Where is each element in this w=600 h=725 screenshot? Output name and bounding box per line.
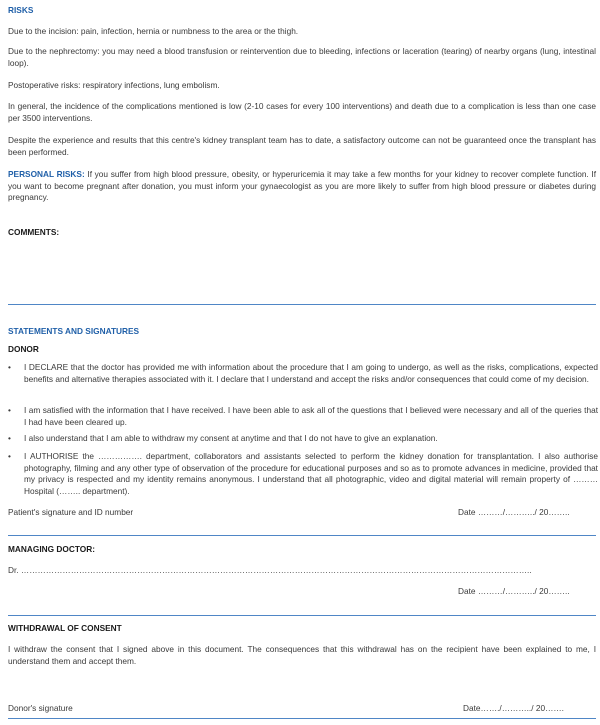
divider-comments xyxy=(8,304,596,305)
risk-incision: Due to the incision: pain, infection, hernia or numbness to the area or the thigh. xyxy=(8,26,299,36)
patient-signature-label: Patient's signature and ID number xyxy=(8,507,134,517)
patient-date-line: Date ………/………../ 20…….. xyxy=(458,507,570,517)
divider-bottom xyxy=(8,718,596,719)
bullet-dot-icon: • xyxy=(8,405,11,415)
personal-risks-text: If you suffer from high blood pressure, obesity, or hyperuricemia it may take a few months for your kidney to recover complete function. If you want to become pregnant after donation, you must inform your gynaecologist as you are more likely to suffer from high blood pressure or diabetes during pregnancy. xyxy=(8,169,597,203)
personal-risks-paragraph xyxy=(8,169,596,204)
risk-incidence: In general, the incidence of the complications mentioned is low (2-10 cases for every 100 interventions) and death due to a complication is less than one case per 3500 interventions. xyxy=(8,101,596,123)
managing-doctor-heading: MANAGING DOCTOR: xyxy=(8,544,95,554)
risk-nephrectomy: Due to the nephrectomy: you may need a blood transfusion or reintervention due to bleeding, infections or laceration (tearing) of nearby organs (lung, intestinal loop). xyxy=(8,46,596,68)
divider-doctor xyxy=(8,615,596,616)
statement-text: I AUTHORISE the ……………. department, collaborators and assistants selected to perform the kidney donation for transplantation. I also authorise photography, filming and any other type of observation of the procedure for educational purposes and so as to promote advances in medicine, provided that my privacy is respected and my identity remains anonymous. I understand that all photographic, video and digital material will remain property of ……… Hospital (…….. department). xyxy=(24,451,598,496)
statements-heading: STATEMENTS AND SIGNATURES xyxy=(8,326,140,336)
doctor-name-line: Dr. ………………………………………………………………………………………………………………………………………………………………….. xyxy=(8,565,532,575)
personal-risks-label: PERSONAL RISKS: xyxy=(8,169,85,179)
bullet-dot-icon: • xyxy=(8,362,11,372)
withdrawal-text: I withdraw the consent that I signed above in this document. The consequences that this withdrawal has on the recipient have been explained to me, I understand them and accept them. xyxy=(8,644,596,666)
divider-donor xyxy=(8,535,596,536)
risk-outcome: Despite the experience and results that this centre's kidney transplant team has to date, a satisfactory outcome can not be guaranteed once the transplant has been performed. xyxy=(8,135,596,157)
risk-postoperative: Postoperative risks: respiratory infections, lung embolism. xyxy=(8,80,220,90)
comments-label: COMMENTS: xyxy=(8,227,60,237)
bullet-dot-icon: • xyxy=(8,451,11,461)
statement-text: I also understand that I am able to withdraw my consent at anytime and that I do not have to give an explanation. xyxy=(24,433,438,443)
risks-heading: RISKS xyxy=(8,5,34,15)
withdrawal-date-line: Date……./………../ 20……. xyxy=(463,703,564,713)
donor-heading: DONOR xyxy=(8,344,39,354)
donor-signature-label: Donor's signature xyxy=(8,703,73,713)
withdrawal-heading: WITHDRAWAL OF CONSENT xyxy=(8,623,122,633)
doctor-date-line: Date ………/………../ 20…….. xyxy=(458,586,570,596)
statement-text: I DECLARE that the doctor has provided me with information about the procedure that I am going to undergo, as well as the risks, complications, expected benefits and alternative therapies associated with it. I declare that I understand and accept the risks and/or consequences that could come of my decision. xyxy=(24,362,598,384)
bullet-dot-icon: • xyxy=(8,433,11,443)
statement-text: I am satisfied with the information that I have received. I have been able to ask all of the questions that I believed were necessary and all of the queries that I had have been cleared up. xyxy=(24,405,598,427)
